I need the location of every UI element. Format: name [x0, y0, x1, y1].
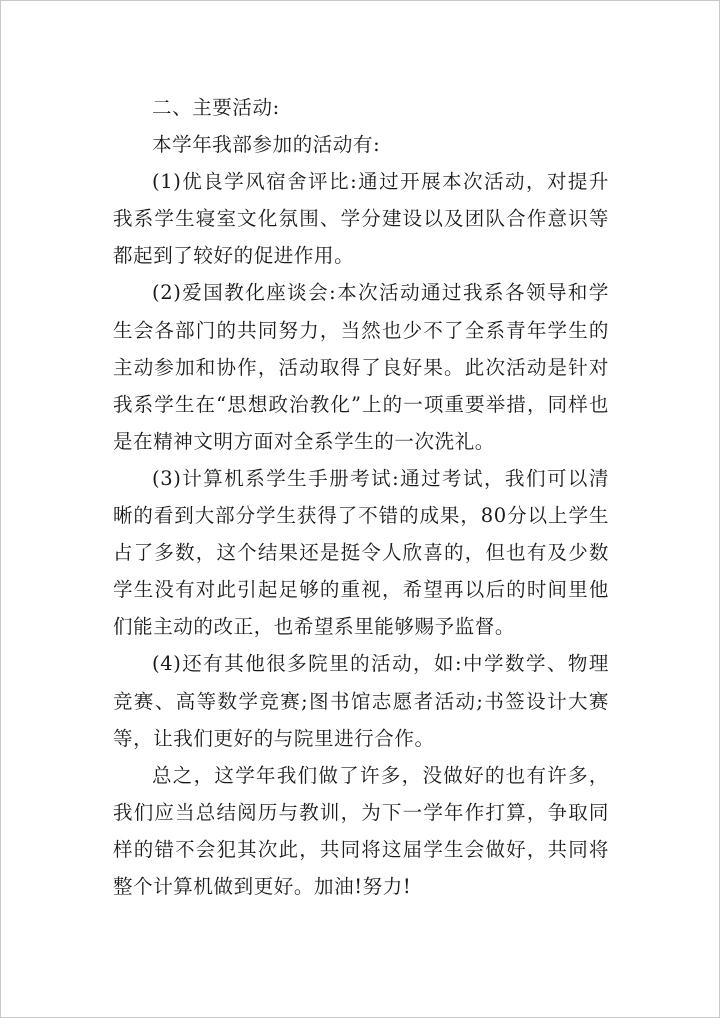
section-heading: 二、主要活动: [152, 96, 280, 119]
summary-paragraph: 总之，这学年我们做了许多，没做好的也有许多，我们应当总结阅历与教训，为下一学年作打算，争取同样的错不会犯其次此，共同将这届学生会做好，共同将整个计算机做到更好。加油!努力! [113, 763, 609, 898]
activity-item-4: (4)还有其他很多院里的活动，如:中学数学、物理竞赛、高等数学竞赛;图书馆志愿者活动;书签设计大赛等，让我们更好的与院里进行合作。 [113, 652, 609, 750]
intro-paragraph: 本学年我部参加的活动有: [152, 133, 381, 157]
activity-item-1: (1)优良学风宿舍评比:通过开展本次活动，对提升我系学生寝室文化氛围、学分建设以及团队合作意识等都起到了较好的促进作用。 [113, 170, 609, 268]
activity-item-3: (3)计算机系学生手册考试:通过考试，我们可以清晰的看到大部分学生获得了不错的成果，80分以上学生占了多数，这个结果还是挺令人欣喜的，但也有及少数学生没有对此引起足够的重视，希望再以后的时间里他们能主动的改正，也希望系里能够赐予监督。 [113, 466, 609, 639]
activity-item-2: (2)爱国教化座谈会:本次活动通过我系各领导和学生会各部门的共同努力，当然也少不了全系青年学生的主动参加和协作，活动取得了良好果。此次活动是针对我系学生在“思想政治教化”上的一项重要举措，同样也是在精神文明方面对全系学生的一次洗礼。 [113, 281, 609, 453]
document-body [113, 89, 609, 905]
